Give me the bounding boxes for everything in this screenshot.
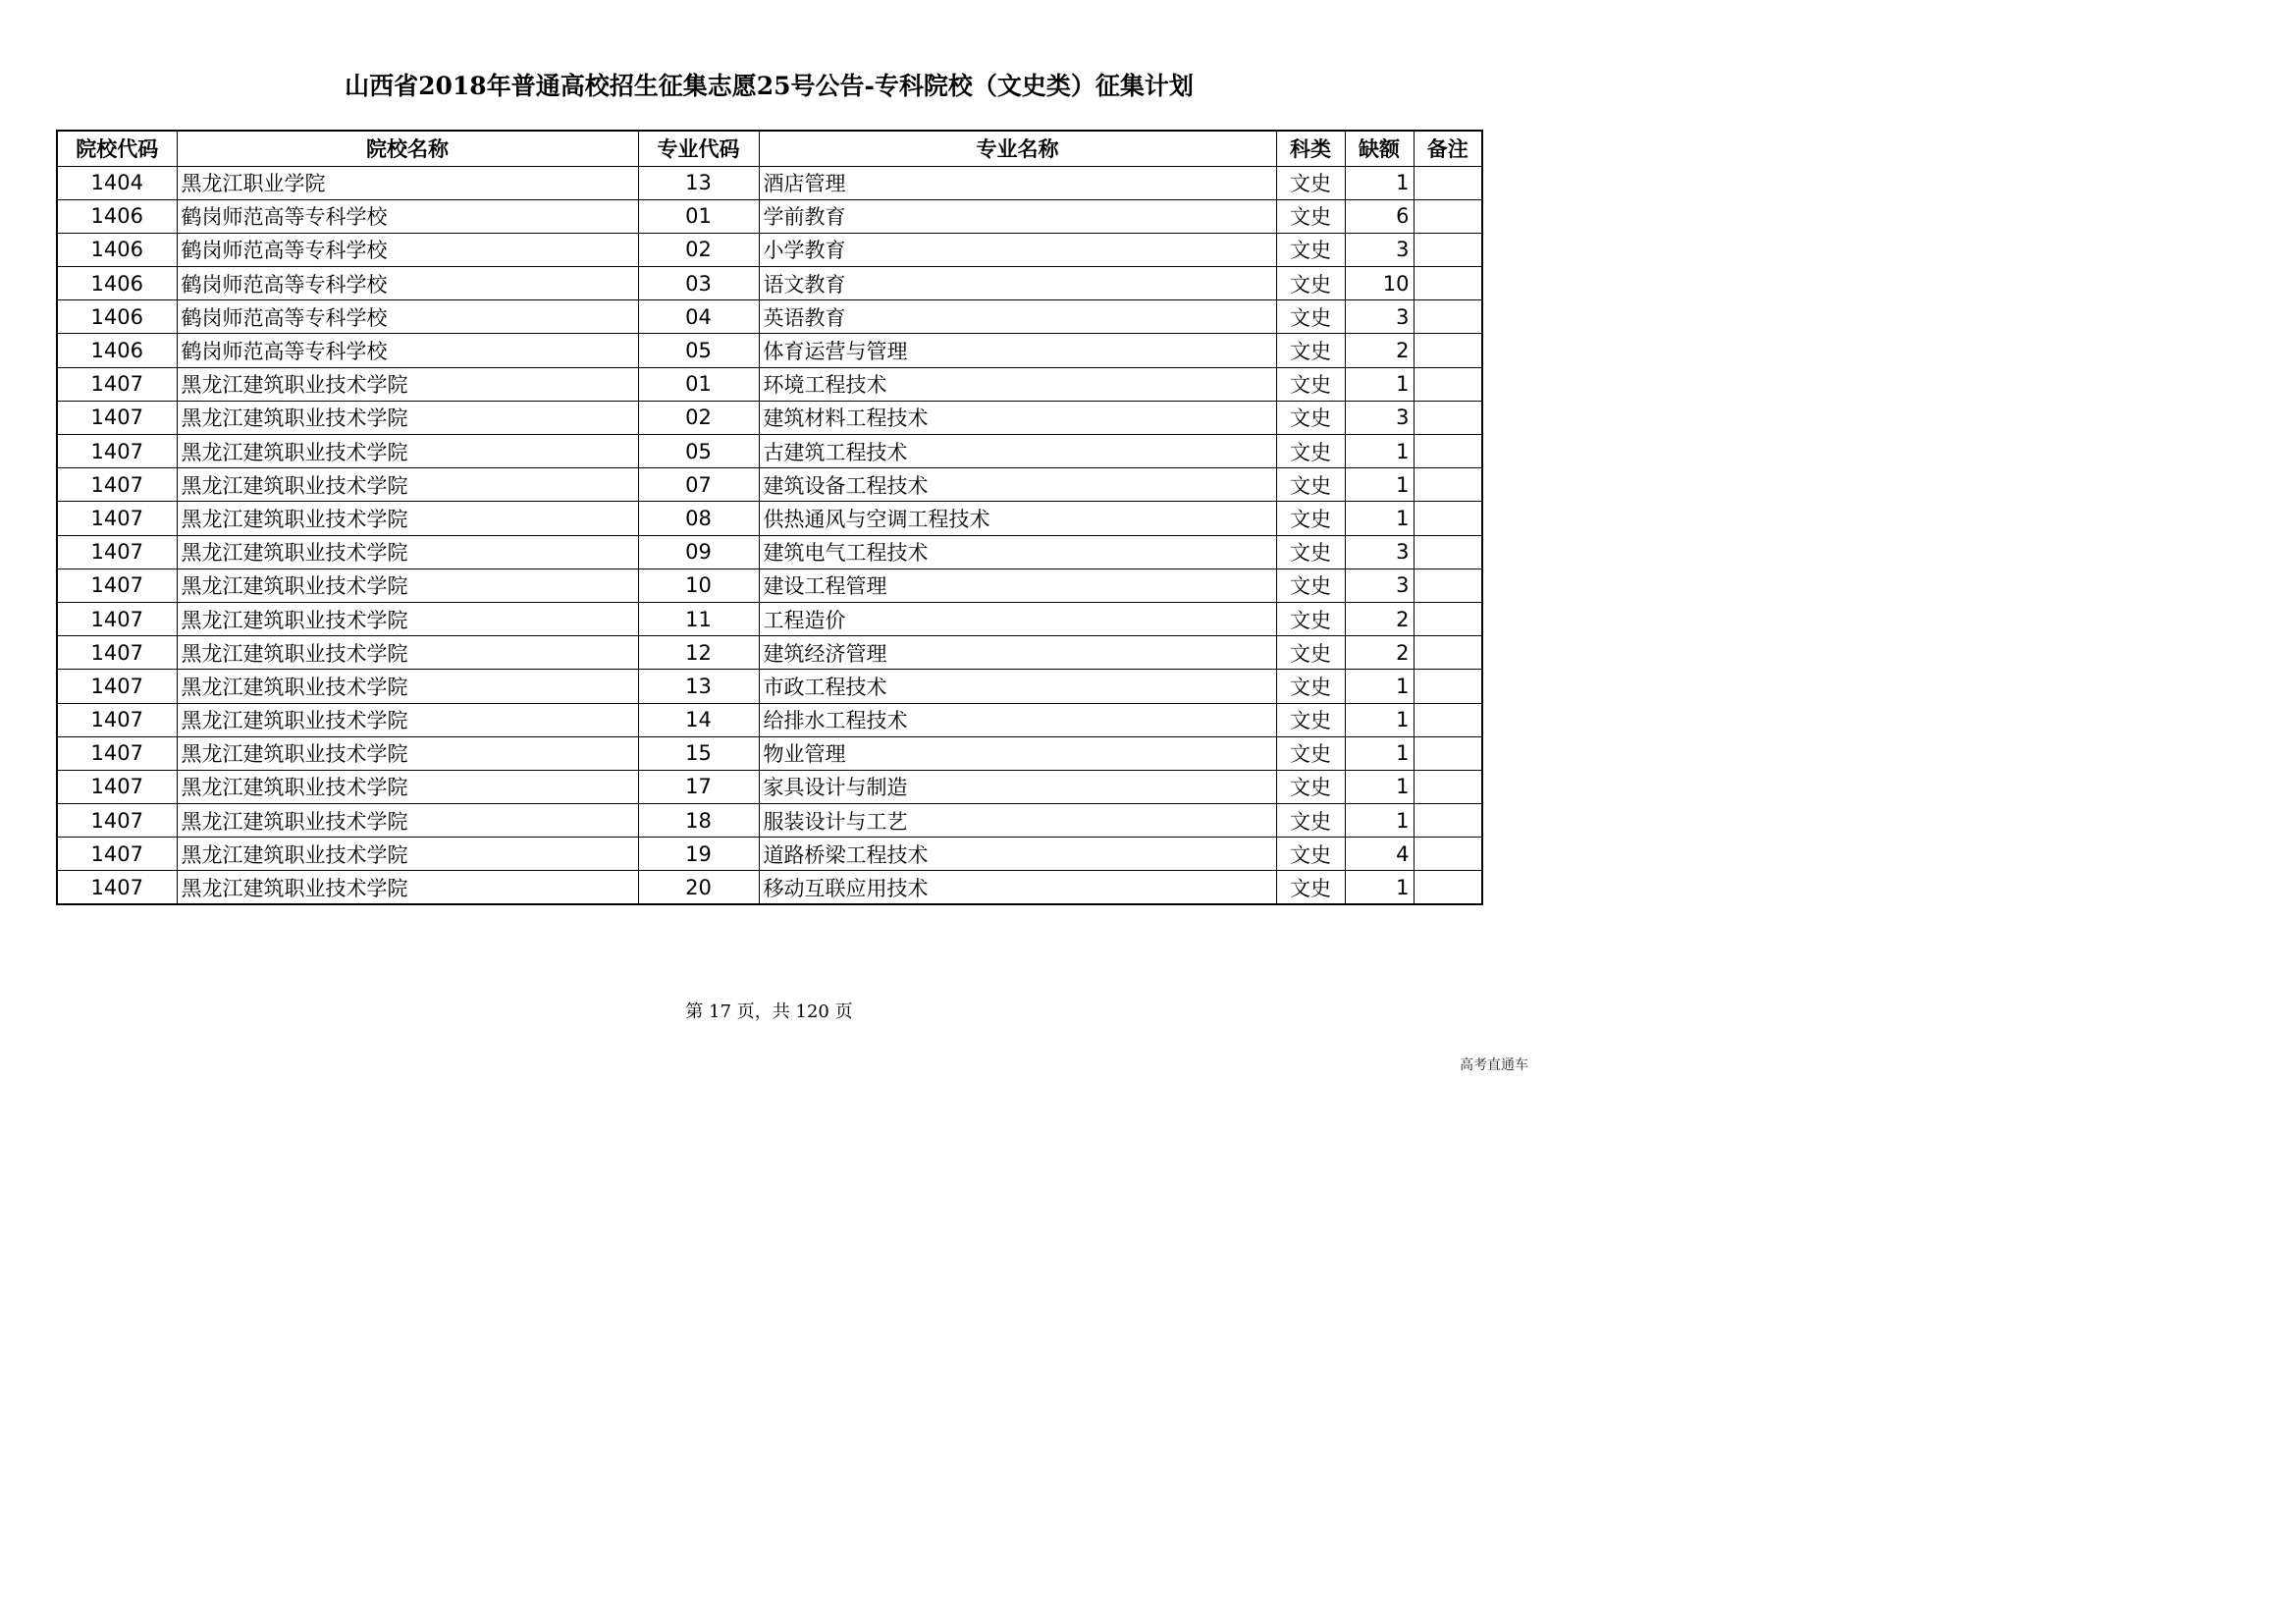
major-code-cell: 15 — [638, 736, 759, 770]
vacancy-cell: 1 — [1345, 670, 1414, 703]
major-code-cell: 05 — [638, 435, 759, 468]
table-row — [57, 770, 1482, 803]
category-cell: 文史 — [1276, 770, 1345, 803]
vacancy-cell: 1 — [1345, 435, 1414, 468]
remarks-cell — [1414, 300, 1482, 334]
category-cell: 文史 — [1276, 838, 1345, 871]
remarks-cell — [1414, 871, 1482, 904]
table-row — [57, 804, 1482, 838]
major-code-cell: 08 — [638, 502, 759, 535]
remarks-cell — [1414, 334, 1482, 367]
school-code-cell: 1407 — [57, 602, 177, 635]
school-name-cell: 黑龙江建筑职业技术学院 — [177, 502, 638, 535]
major-code-cell: 01 — [638, 199, 759, 233]
category-cell: 文史 — [1276, 535, 1345, 568]
school-name-cell: 黑龙江建筑职业技术学院 — [177, 670, 638, 703]
category-cell: 文史 — [1276, 233, 1345, 266]
major-name-cell: 语文教育 — [759, 267, 1276, 300]
column-header-vacancy: 缺额 — [1345, 131, 1414, 166]
table-row — [57, 535, 1482, 568]
vacancy-cell: 4 — [1345, 838, 1414, 871]
major-name-cell: 古建筑工程技术 — [759, 435, 1276, 468]
column-header-remarks: 备注 — [1414, 131, 1482, 166]
vacancy-cell: 1 — [1345, 804, 1414, 838]
major-code-cell: 20 — [638, 871, 759, 904]
table-row — [57, 334, 1482, 367]
school-name-cell: 黑龙江建筑职业技术学院 — [177, 804, 638, 838]
major-name-cell: 体育运营与管理 — [759, 334, 1276, 367]
vacancy-cell: 2 — [1345, 636, 1414, 670]
table-row — [57, 502, 1482, 535]
major-name-cell: 物业管理 — [759, 736, 1276, 770]
vacancy-cell: 3 — [1345, 233, 1414, 266]
vacancy-cell: 1 — [1345, 770, 1414, 803]
table-row — [57, 568, 1482, 602]
school-name-cell: 黑龙江建筑职业技术学院 — [177, 401, 638, 434]
major-name-cell: 给排水工程技术 — [759, 703, 1276, 736]
remarks-cell — [1414, 435, 1482, 468]
school-name-cell: 黑龙江建筑职业技术学院 — [177, 367, 638, 401]
category-cell: 文史 — [1276, 502, 1345, 535]
vacancy-cell: 2 — [1345, 334, 1414, 367]
major-name-cell: 服装设计与工艺 — [759, 804, 1276, 838]
table-row — [57, 166, 1482, 199]
school-name-cell: 鹤岗师范高等专科学校 — [177, 233, 638, 266]
major-name-cell: 移动互联应用技术 — [759, 871, 1276, 904]
remarks-cell — [1414, 568, 1482, 602]
category-cell: 文史 — [1276, 804, 1345, 838]
major-code-cell: 18 — [638, 804, 759, 838]
enrollment-plan-table — [56, 130, 1483, 905]
school-code-cell: 1406 — [57, 199, 177, 233]
table-row — [57, 468, 1482, 502]
major-name-cell: 道路桥梁工程技术 — [759, 838, 1276, 871]
vacancy-cell: 3 — [1345, 401, 1414, 434]
major-code-cell: 07 — [638, 468, 759, 502]
major-name-cell: 建筑设备工程技术 — [759, 468, 1276, 502]
remarks-cell — [1414, 838, 1482, 871]
vacancy-cell: 3 — [1345, 568, 1414, 602]
major-code-cell: 13 — [638, 670, 759, 703]
school-name-cell: 鹤岗师范高等专科学校 — [177, 199, 638, 233]
remarks-cell — [1414, 703, 1482, 736]
major-code-cell: 01 — [638, 367, 759, 401]
school-name-cell: 鹤岗师范高等专科学校 — [177, 267, 638, 300]
remarks-cell — [1414, 199, 1482, 233]
school-code-cell: 1407 — [57, 435, 177, 468]
major-name-cell: 小学教育 — [759, 233, 1276, 266]
table-row — [57, 703, 1482, 736]
category-cell: 文史 — [1276, 300, 1345, 334]
major-code-cell: 19 — [638, 838, 759, 871]
category-cell: 文史 — [1276, 568, 1345, 602]
category-cell: 文史 — [1276, 670, 1345, 703]
remarks-cell — [1414, 535, 1482, 568]
major-name-cell: 英语教育 — [759, 300, 1276, 334]
school-name-cell: 鹤岗师范高等专科学校 — [177, 334, 638, 367]
school-name-cell: 黑龙江建筑职业技术学院 — [177, 770, 638, 803]
school-name-cell: 黑龙江建筑职业技术学院 — [177, 838, 638, 871]
table-row — [57, 435, 1482, 468]
major-code-cell: 12 — [638, 636, 759, 670]
vacancy-cell: 3 — [1345, 535, 1414, 568]
table-row — [57, 199, 1482, 233]
vacancy-cell: 1 — [1345, 468, 1414, 502]
watermark-text: 高考直通车 — [1460, 1057, 1528, 1073]
column-header-major-name: 专业名称 — [759, 131, 1276, 166]
table-row — [57, 670, 1482, 703]
major-code-cell: 10 — [638, 568, 759, 602]
table-header-row — [57, 131, 1482, 166]
school-code-cell: 1407 — [57, 703, 177, 736]
school-name-cell: 黑龙江职业学院 — [177, 166, 638, 199]
vacancy-cell: 1 — [1345, 871, 1414, 904]
school-code-cell: 1407 — [57, 535, 177, 568]
major-name-cell: 建设工程管理 — [759, 568, 1276, 602]
vacancy-cell: 3 — [1345, 300, 1414, 334]
table-row — [57, 871, 1482, 904]
major-name-cell: 酒店管理 — [759, 166, 1276, 199]
vacancy-cell: 1 — [1345, 736, 1414, 770]
table-row — [57, 267, 1482, 300]
column-header-school-code: 院校代码 — [57, 131, 177, 166]
table-row — [57, 367, 1482, 401]
table-row — [57, 602, 1482, 635]
remarks-cell — [1414, 367, 1482, 401]
remarks-cell — [1414, 233, 1482, 266]
table-body — [57, 166, 1482, 904]
vacancy-cell: 2 — [1345, 602, 1414, 635]
major-name-cell: 供热通风与空调工程技术 — [759, 502, 1276, 535]
school-code-cell: 1407 — [57, 838, 177, 871]
major-name-cell: 家具设计与制造 — [759, 770, 1276, 803]
vacancy-cell: 1 — [1345, 703, 1414, 736]
remarks-cell — [1414, 736, 1482, 770]
category-cell: 文史 — [1276, 401, 1345, 434]
major-code-cell: 11 — [638, 602, 759, 635]
school-code-cell: 1407 — [57, 804, 177, 838]
major-name-cell: 环境工程技术 — [759, 367, 1276, 401]
major-code-cell: 03 — [638, 267, 759, 300]
vacancy-cell: 1 — [1345, 166, 1414, 199]
category-cell: 文史 — [1276, 267, 1345, 300]
major-code-cell: 02 — [638, 401, 759, 434]
school-code-cell: 1407 — [57, 770, 177, 803]
remarks-cell — [1414, 670, 1482, 703]
major-code-cell: 04 — [638, 300, 759, 334]
major-name-cell: 市政工程技术 — [759, 670, 1276, 703]
remarks-cell — [1414, 502, 1482, 535]
school-code-cell: 1407 — [57, 367, 177, 401]
vacancy-cell: 1 — [1345, 502, 1414, 535]
school-code-cell: 1407 — [57, 502, 177, 535]
school-code-cell: 1407 — [57, 736, 177, 770]
category-cell: 文史 — [1276, 334, 1345, 367]
major-name-cell: 建筑电气工程技术 — [759, 535, 1276, 568]
major-code-cell: 13 — [638, 166, 759, 199]
major-code-cell: 02 — [638, 233, 759, 266]
column-header-category: 科类 — [1276, 131, 1345, 166]
major-code-cell: 14 — [638, 703, 759, 736]
school-code-cell: 1406 — [57, 267, 177, 300]
category-cell: 文史 — [1276, 435, 1345, 468]
vacancy-cell: 1 — [1345, 367, 1414, 401]
table-row — [57, 401, 1482, 434]
major-name-cell: 工程造价 — [759, 602, 1276, 635]
category-cell: 文史 — [1276, 468, 1345, 502]
category-cell: 文史 — [1276, 736, 1345, 770]
category-cell: 文史 — [1276, 199, 1345, 233]
school-name-cell: 黑龙江建筑职业技术学院 — [177, 871, 638, 904]
table-row — [57, 636, 1482, 670]
school-code-cell: 1407 — [57, 636, 177, 670]
school-code-cell: 1407 — [57, 670, 177, 703]
school-code-cell: 1406 — [57, 300, 177, 334]
vacancy-cell: 6 — [1345, 199, 1414, 233]
school-code-cell: 1407 — [57, 568, 177, 602]
major-name-cell: 建筑材料工程技术 — [759, 401, 1276, 434]
category-cell: 文史 — [1276, 636, 1345, 670]
category-cell: 文史 — [1276, 166, 1345, 199]
remarks-cell — [1414, 602, 1482, 635]
major-name-cell: 学前教育 — [759, 199, 1276, 233]
major-code-cell: 05 — [638, 334, 759, 367]
major-code-cell: 09 — [638, 535, 759, 568]
school-name-cell: 黑龙江建筑职业技术学院 — [177, 703, 638, 736]
school-code-cell: 1407 — [57, 871, 177, 904]
remarks-cell — [1414, 468, 1482, 502]
category-cell: 文史 — [1276, 367, 1345, 401]
column-header-school-name: 院校名称 — [177, 131, 638, 166]
school-name-cell: 黑龙江建筑职业技术学院 — [177, 468, 638, 502]
school-name-cell: 黑龙江建筑职业技术学院 — [177, 535, 638, 568]
table-row — [57, 233, 1482, 266]
remarks-cell — [1414, 401, 1482, 434]
school-code-cell: 1404 — [57, 166, 177, 199]
remarks-cell — [1414, 770, 1482, 803]
category-cell: 文史 — [1276, 703, 1345, 736]
school-code-cell: 1407 — [57, 468, 177, 502]
vacancy-cell: 10 — [1345, 267, 1414, 300]
page-footer: 第 17 页，共 120 页 — [685, 1001, 853, 1022]
school-name-cell: 黑龙江建筑职业技术学院 — [177, 435, 638, 468]
school-code-cell: 1406 — [57, 334, 177, 367]
school-name-cell: 黑龙江建筑职业技术学院 — [177, 736, 638, 770]
remarks-cell — [1414, 166, 1482, 199]
table-row — [57, 736, 1482, 770]
page-title: 山西省2018年普通高校招生征集志愿25号公告-专科院校（文史类）征集计划 — [345, 72, 1194, 100]
school-name-cell: 黑龙江建筑职业技术学院 — [177, 636, 638, 670]
school-name-cell: 黑龙江建筑职业技术学院 — [177, 602, 638, 635]
table-row — [57, 300, 1482, 334]
school-code-cell: 1406 — [57, 233, 177, 266]
remarks-cell — [1414, 267, 1482, 300]
remarks-cell — [1414, 804, 1482, 838]
remarks-cell — [1414, 636, 1482, 670]
major-name-cell: 建筑经济管理 — [759, 636, 1276, 670]
column-header-major-code: 专业代码 — [638, 131, 759, 166]
category-cell: 文史 — [1276, 871, 1345, 904]
category-cell: 文史 — [1276, 602, 1345, 635]
school-code-cell: 1407 — [57, 401, 177, 434]
major-code-cell: 17 — [638, 770, 759, 803]
school-name-cell: 鹤岗师范高等专科学校 — [177, 300, 638, 334]
table-row — [57, 838, 1482, 871]
school-name-cell: 黑龙江建筑职业技术学院 — [177, 568, 638, 602]
